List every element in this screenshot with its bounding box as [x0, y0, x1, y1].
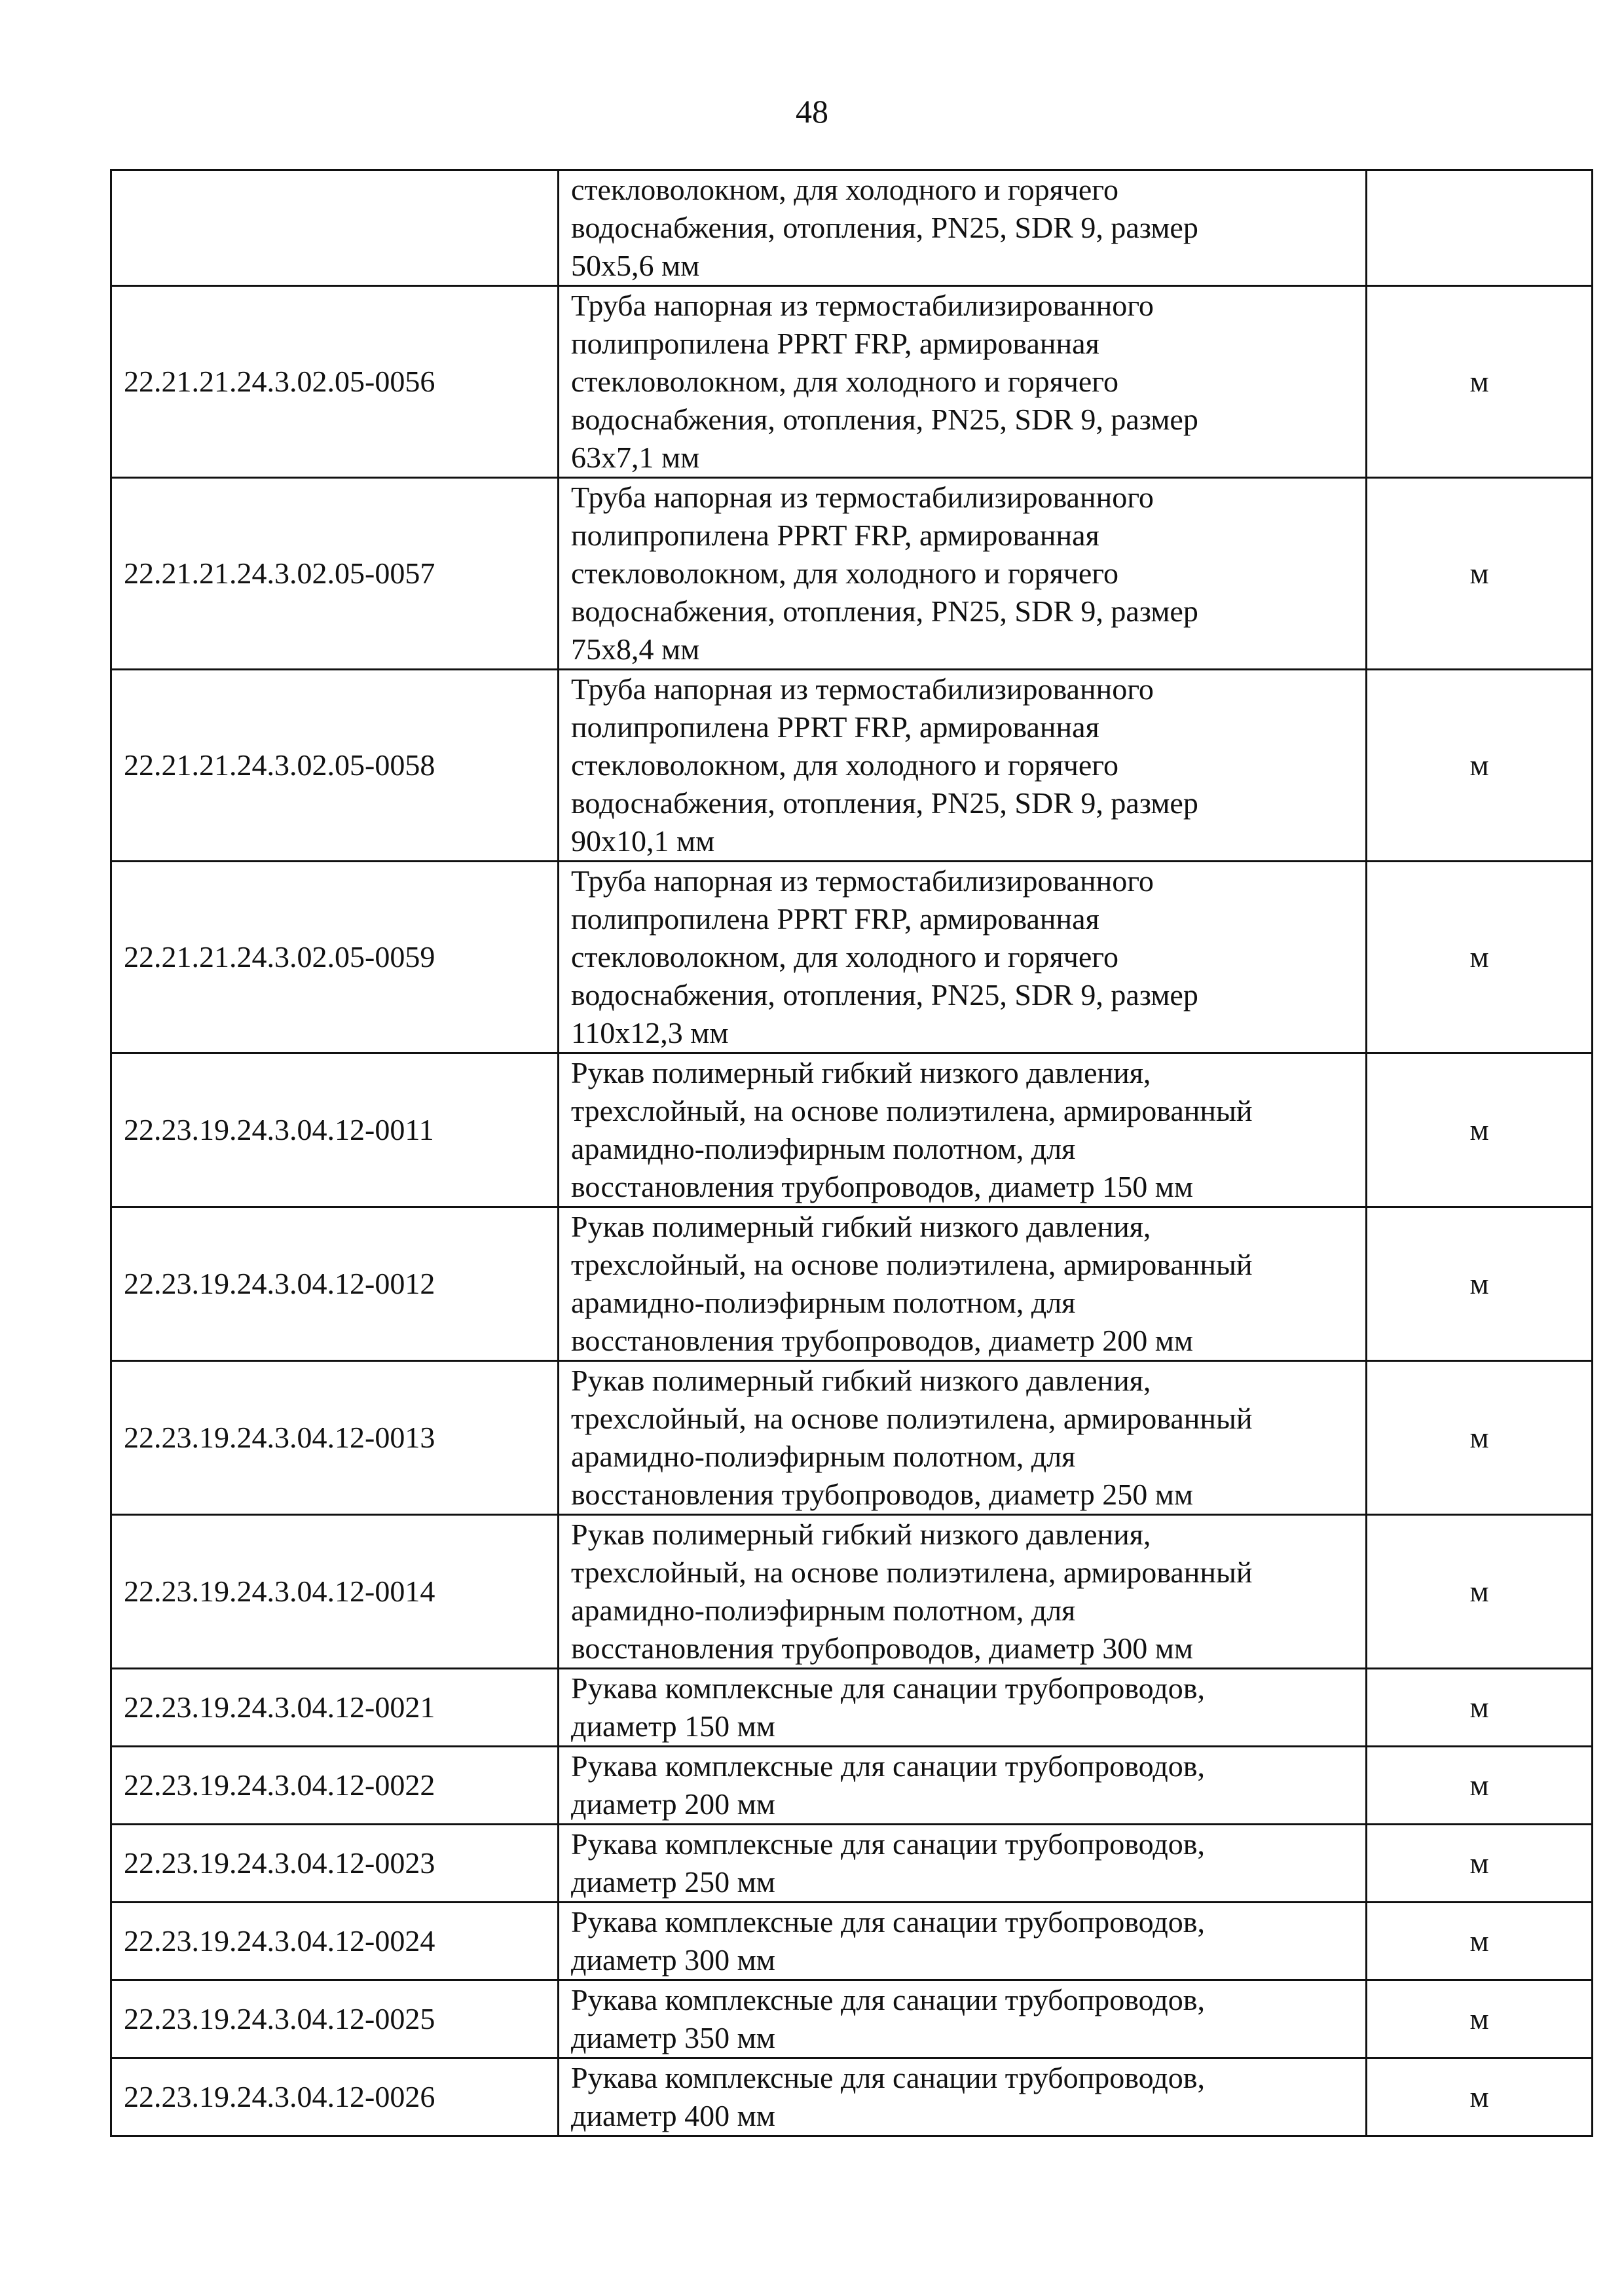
cell-unit — [1367, 170, 1593, 286]
cell-unit: м — [1367, 1980, 1593, 2058]
description-line: трехслойный, на основе полиэтилена, армированный — [571, 1248, 1253, 1281]
materials-table — [110, 169, 1593, 2137]
description-line: 110х12,3 мм — [571, 1016, 729, 1049]
cell-description — [559, 1515, 1367, 1669]
table-row — [111, 1053, 1593, 1207]
table-row — [111, 1207, 1593, 1361]
cell-unit: м — [1367, 1515, 1593, 1669]
description-line: стекловолокном, для холодного и горячего — [571, 748, 1118, 782]
cell-code: 22.21.21.24.3.02.05-0057 — [111, 478, 559, 670]
table-row — [111, 1825, 1593, 1903]
description-line: диаметр 400 мм — [571, 2099, 775, 2132]
description-line: водоснабжения, отопления, PN25, SDR 9, размер — [571, 594, 1198, 628]
cell-code: 22.23.19.24.3.04.12-0021 — [111, 1669, 559, 1747]
description-line: Труба напорная из термостабилизированного — [571, 289, 1154, 322]
cell-code: 22.23.19.24.3.04.12-0011 — [111, 1053, 559, 1207]
description-line: 75х8,4 мм — [571, 632, 700, 666]
cell-code — [111, 170, 559, 286]
description-line: трехслойный, на основе полиэтилена, армированный — [571, 1094, 1253, 1127]
cell-code: 22.23.19.24.3.04.12-0026 — [111, 2058, 559, 2136]
cell-code: 22.23.19.24.3.04.12-0013 — [111, 1361, 559, 1515]
cell-description — [559, 2058, 1367, 2136]
cell-unit: м — [1367, 1361, 1593, 1515]
cell-unit: м — [1367, 1669, 1593, 1747]
description-line: Рукав полимерный гибкий низкого давления, — [571, 1056, 1151, 1089]
description-line: Рукава комплексные для санации трубопроводов, — [571, 1983, 1205, 2016]
cell-unit: м — [1367, 1825, 1593, 1903]
materials-table-body — [111, 170, 1593, 2136]
table-row — [111, 1361, 1593, 1515]
cell-code: 22.21.21.24.3.02.05-0056 — [111, 286, 559, 478]
description-line: водоснабжения, отопления, PN25, SDR 9, размер — [571, 786, 1198, 820]
description-line: 63х7,1 мм — [571, 441, 700, 474]
description-line: трехслойный, на основе полиэтилена, армированный — [571, 1402, 1253, 1435]
cell-description — [559, 1669, 1367, 1747]
cell-unit: м — [1367, 670, 1593, 862]
description-line: стекловолокном, для холодного и горячего — [571, 940, 1118, 974]
description-line: восстановления трубопроводов, диаметр 150 мм — [571, 1170, 1193, 1203]
cell-unit: м — [1367, 2058, 1593, 2136]
cell-code: 22.23.19.24.3.04.12-0023 — [111, 1825, 559, 1903]
description-line: восстановления трубопроводов, диаметр 200 мм — [571, 1324, 1193, 1357]
cell-description — [559, 1980, 1367, 2058]
description-line: Рукава комплексные для санации трубопроводов, — [571, 1905, 1205, 1939]
description-line: водоснабжения, отопления, PN25, SDR 9, размер — [571, 403, 1198, 436]
table-row — [111, 1669, 1593, 1747]
cell-description — [559, 1053, 1367, 1207]
cell-unit: м — [1367, 1747, 1593, 1825]
cell-code: 22.23.19.24.3.04.12-0024 — [111, 1903, 559, 1980]
cell-description — [559, 170, 1367, 286]
description-line: Рукава комплексные для санации трубопроводов, — [571, 2061, 1205, 2094]
cell-unit: м — [1367, 1903, 1593, 1980]
table-row — [111, 1747, 1593, 1825]
description-line: диаметр 300 мм — [571, 1943, 775, 1977]
cell-description — [559, 1207, 1367, 1361]
description-line: диаметр 150 мм — [571, 1709, 775, 1743]
table-row — [111, 478, 1593, 670]
description-line: восстановления трубопроводов, диаметр 300 мм — [571, 1631, 1193, 1665]
cell-unit: м — [1367, 286, 1593, 478]
cell-description — [559, 670, 1367, 862]
description-line: стекловолокном, для холодного и горячего — [571, 173, 1118, 206]
description-line: восстановления трубопроводов, диаметр 250 мм — [571, 1478, 1193, 1511]
description-line: арамидно-полиэфирным полотном, для — [571, 1132, 1076, 1165]
description-line: Рукава комплексные для санации трубопроводов, — [571, 1749, 1205, 1783]
description-line: полипропилена PPRT FRP, армированная — [571, 902, 1099, 936]
description-line: арамидно-полиэфирным полотном, для — [571, 1286, 1076, 1319]
description-line: Рукав полимерный гибкий низкого давления, — [571, 1210, 1151, 1243]
table-row — [111, 286, 1593, 478]
description-line: арамидно-полиэфирным полотном, для — [571, 1440, 1076, 1473]
table-row — [111, 1515, 1593, 1669]
description-line: Рукава комплексные для санации трубопроводов, — [571, 1671, 1205, 1705]
description-line: диаметр 250 мм — [571, 1865, 775, 1899]
cell-description — [559, 478, 1367, 670]
cell-description — [559, 1903, 1367, 1980]
cell-code: 22.23.19.24.3.04.12-0022 — [111, 1747, 559, 1825]
cell-description — [559, 1825, 1367, 1903]
cell-code: 22.23.19.24.3.04.12-0014 — [111, 1515, 559, 1669]
description-line: Рукав полимерный гибкий низкого давления, — [571, 1518, 1151, 1551]
description-line: арамидно-полиэфирным полотном, для — [571, 1594, 1076, 1627]
cell-description — [559, 1747, 1367, 1825]
cell-unit: м — [1367, 1053, 1593, 1207]
cell-code: 22.21.21.24.3.02.05-0058 — [111, 670, 559, 862]
table-row — [111, 170, 1593, 286]
table-row — [111, 2058, 1593, 2136]
description-line: водоснабжения, отопления, PN25, SDR 9, размер — [571, 978, 1198, 1011]
description-line: 90х10,1 мм — [571, 824, 715, 858]
cell-code: 22.23.19.24.3.04.12-0012 — [111, 1207, 559, 1361]
cell-unit: м — [1367, 1207, 1593, 1361]
cell-description — [559, 862, 1367, 1053]
cell-unit: м — [1367, 862, 1593, 1053]
cell-description — [559, 286, 1367, 478]
description-line: полипропилена PPRT FRP, армированная — [571, 519, 1099, 552]
cell-description — [559, 1361, 1367, 1515]
description-line: стекловолокном, для холодного и горячего — [571, 365, 1118, 398]
description-line: стекловолокном, для холодного и горячего — [571, 556, 1118, 590]
description-line: Труба напорная из термостабилизированного — [571, 481, 1154, 514]
description-line: диаметр 200 мм — [571, 1787, 775, 1821]
description-line: Рукав полимерный гибкий низкого давления, — [571, 1364, 1151, 1397]
table-row — [111, 670, 1593, 862]
cell-unit: м — [1367, 478, 1593, 670]
description-line: водоснабжения, отопления, PN25, SDR 9, размер — [571, 211, 1198, 244]
description-line: трехслойный, на основе полиэтилена, армированный — [571, 1556, 1253, 1589]
description-line: полипропилена PPRT FRP, армированная — [571, 327, 1099, 360]
page-number: 48 — [796, 93, 828, 130]
table-row — [111, 1903, 1593, 1980]
table-row — [111, 862, 1593, 1053]
description-line: 50х5,6 мм — [571, 249, 700, 282]
cell-code: 22.21.21.24.3.02.05-0059 — [111, 862, 559, 1053]
cell-code: 22.23.19.24.3.04.12-0025 — [111, 1980, 559, 2058]
table-row — [111, 1980, 1593, 2058]
description-line: Труба напорная из термостабилизированного — [571, 864, 1154, 898]
description-line: Труба напорная из термостабилизированного — [571, 672, 1154, 706]
description-line: Рукава комплексные для санации трубопроводов, — [571, 1827, 1205, 1861]
description-line: полипропилена PPRT FRP, армированная — [571, 710, 1099, 744]
description-line: диаметр 350 мм — [571, 2021, 775, 2054]
